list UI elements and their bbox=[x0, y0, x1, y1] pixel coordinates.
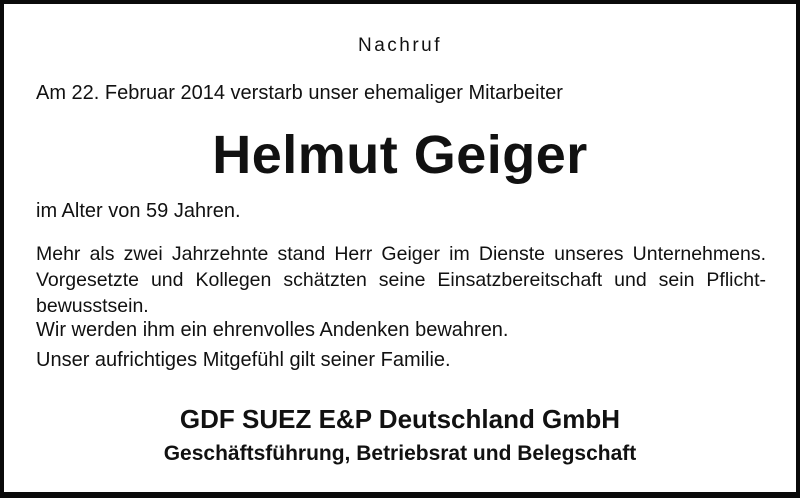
signatories-line: Geschäftsführung, Betriebsrat und Belegschaft bbox=[163, 442, 637, 465]
company-name: GDF SUEZ E&P Deutschland GmbH bbox=[179, 404, 621, 434]
age-line: im Alter von 59 Jahren. bbox=[36, 200, 241, 222]
remembrance-line: Wir werden ihm ein ehrenvolles Andenken bewahren. bbox=[36, 319, 509, 341]
tribute-line-2: Vorgesetzte und Kollegen schätzten seine Einsatzbereitschaft und sein Pflicht- bbox=[36, 269, 766, 291]
tribute-paragraph bbox=[36, 241, 766, 319]
condolence-line: Unser aufrichtiges Mitgefühl gilt seiner Familie. bbox=[36, 349, 451, 371]
deceased-name: Helmut Geiger bbox=[212, 125, 588, 185]
tribute-line-1: Mehr als zwei Jahrzehnte stand Herr Geiger im Dienste unseres Unternehmens. bbox=[36, 243, 766, 265]
intro-line: Am 22. Februar 2014 verstarb unser ehemaliger Mitarbeiter bbox=[36, 82, 563, 104]
tribute-line-3: bewusstsein. bbox=[36, 295, 149, 317]
notice-kicker: Nachruf bbox=[357, 35, 443, 56]
